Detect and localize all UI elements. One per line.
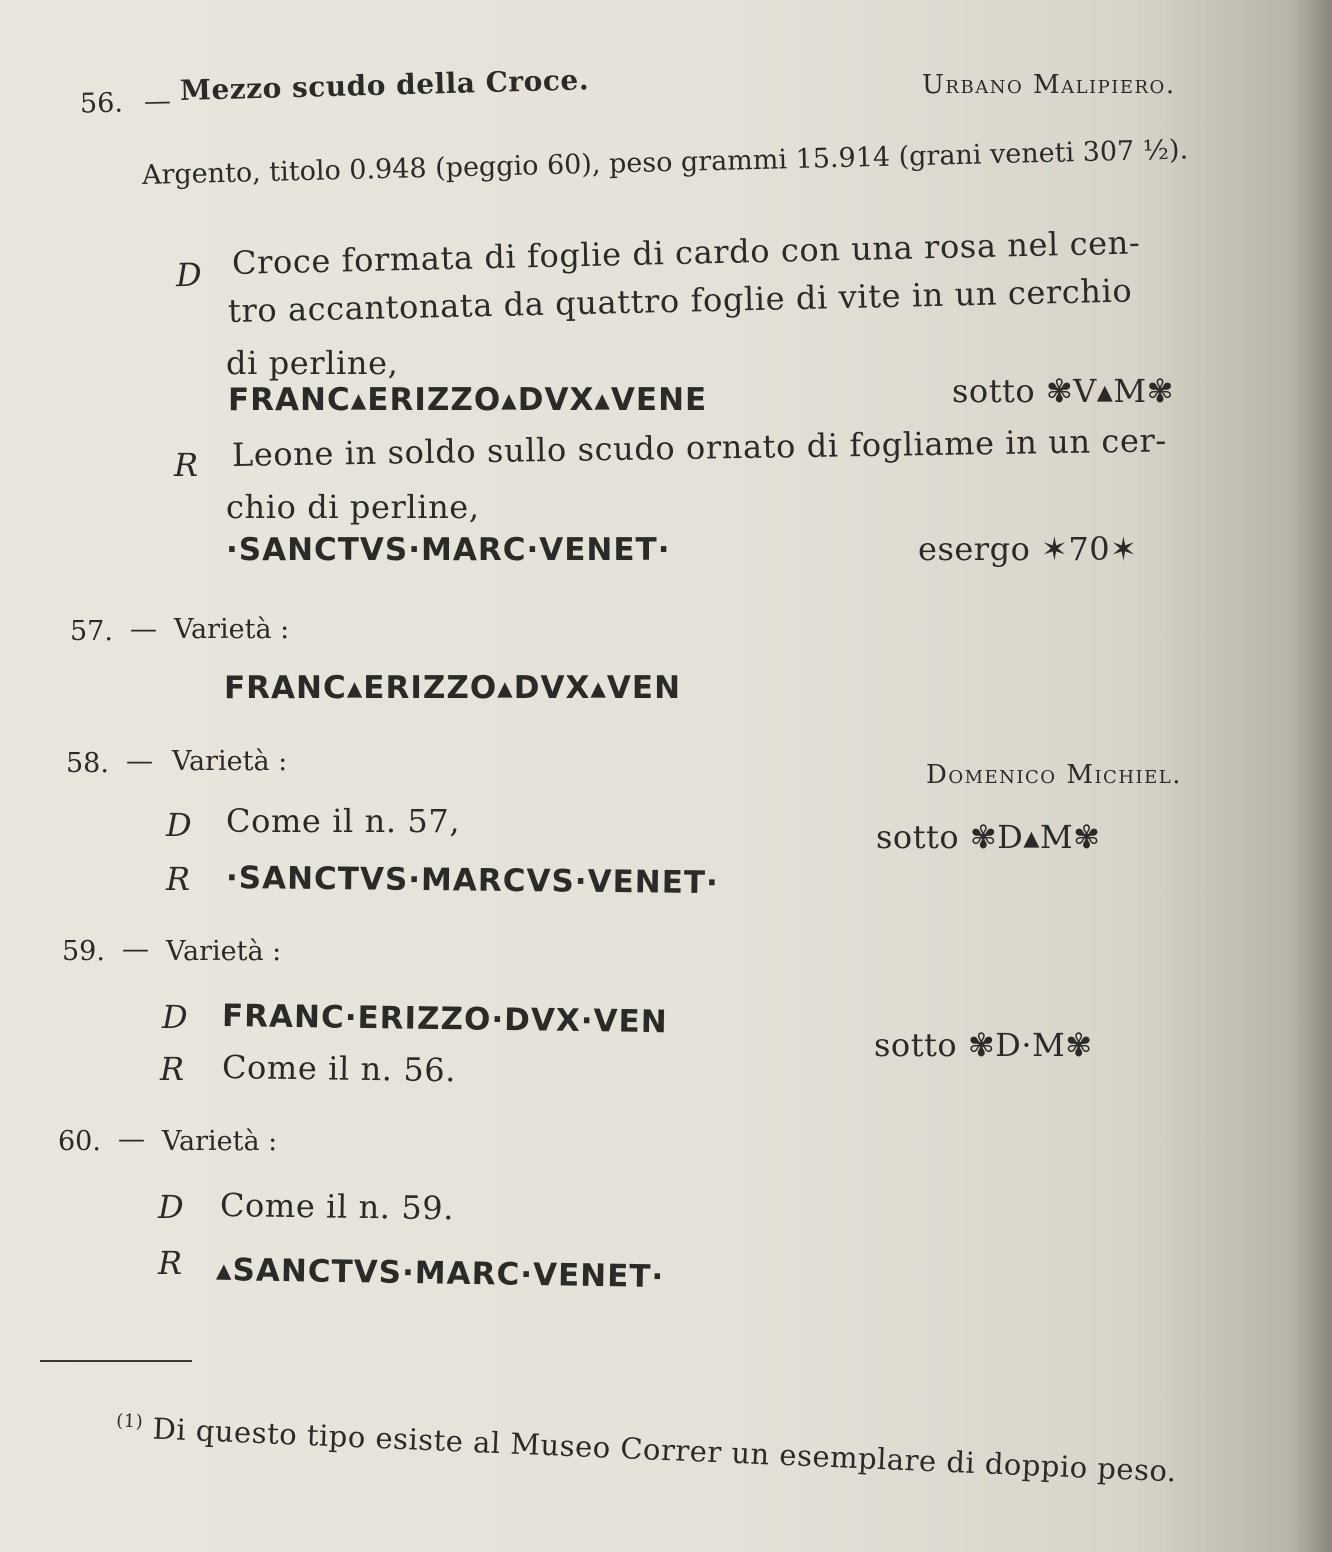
entry-60-label: Varietà :	[162, 1126, 278, 1157]
entry-56-reverse-line-1: Leone in soldo sullo scudo ornato di fogliame in un cer-	[231, 421, 1168, 474]
entry-56-metal-specs: Argento, titolo 0.948 (peggio 60), peso grammi 15.914 (grani veneti 307 ½).	[141, 134, 1189, 191]
obverse-symbol: D	[166, 806, 192, 844]
entry-57-label: Varietà :	[174, 614, 290, 645]
entry-56-obverse-legend: FRANC▴ERIZZO▴DVX▴VENE	[228, 382, 708, 418]
footnote-rule	[40, 1360, 192, 1362]
entry-60-number: 60.	[58, 1126, 101, 1157]
entry-57-legend: FRANC▴ERIZZO▴DVX▴VEN	[224, 670, 682, 706]
entry-56-number: 56.	[79, 87, 124, 120]
entry-58-label: Varietà :	[172, 746, 288, 777]
entry-56-reverse-exergue: esergo ✶70✶	[918, 530, 1138, 568]
entry-58-number: 58.	[66, 748, 109, 779]
entry-58-reverse-legend: ·SANCTVS·MARCVS·VENET·	[225, 860, 719, 902]
entry-56-reverse-line-2: chio di perline,	[226, 488, 480, 526]
entry-59-number: 59.	[62, 936, 105, 967]
entry-56-dash: —	[143, 85, 172, 118]
obverse-symbol: D	[175, 255, 203, 295]
entry-58-obverse-text: Come il n. 57,	[226, 802, 461, 840]
entry-58-author: Domenico Michiel.	[926, 760, 1182, 790]
entry-60-reverse-legend: ▴SANCTVS·MARC·VENET·	[215, 1252, 665, 1296]
entry-56-author: Urbano Malipiero.	[922, 70, 1176, 100]
footnote-marker: (1)	[115, 1410, 144, 1433]
entry-56-obverse-line-2: tro accantonata da quattro foglie di vite in un cerchio	[227, 271, 1133, 330]
obverse-symbol: D	[158, 1188, 184, 1226]
reverse-symbol: R	[174, 446, 199, 484]
entry-56-reverse-legend: ·SANCTVS·MARC·VENET·	[226, 532, 671, 568]
entry-59-obverse-legend: FRANC·ERIZZO·DVX·VEN	[221, 998, 668, 1041]
entry-56-obverse-below: sotto ✾V▴M✾	[952, 372, 1174, 410]
entry-58-obverse-below: sotto ✾D▴M✾	[876, 818, 1101, 856]
obverse-symbol: D	[162, 998, 188, 1036]
entry-59-label: Varietà :	[166, 936, 282, 967]
entry-58-dash: —	[126, 746, 153, 777]
entry-56-obverse-line-1: Croce formata di foglie di cardo con una rosa nel cen-	[231, 223, 1141, 282]
reverse-symbol: R	[160, 1050, 185, 1088]
entry-56-obverse-line-3: di perline,	[226, 344, 399, 382]
entry-57-number: 57.	[70, 616, 113, 647]
reverse-symbol: R	[166, 860, 191, 898]
entry-57-dash: —	[130, 614, 157, 645]
entry-59-reverse-text: Come il n. 56.	[221, 1048, 457, 1090]
entry-60-obverse-text: Come il n. 59.	[219, 1186, 455, 1228]
entry-59-obverse-below: sotto ✾D·M✾	[874, 1026, 1093, 1064]
footnote-text: Di questo tipo esiste al Museo Correr un esemplare di doppio peso.	[151, 1411, 1178, 1489]
entry-59-dash: —	[122, 934, 149, 965]
entry-56-title: Mezzo scudo della Croce.	[179, 63, 590, 107]
entry-60-dash: —	[118, 1124, 145, 1155]
reverse-symbol: R	[158, 1244, 183, 1282]
footnote	[115, 1410, 1177, 1488]
